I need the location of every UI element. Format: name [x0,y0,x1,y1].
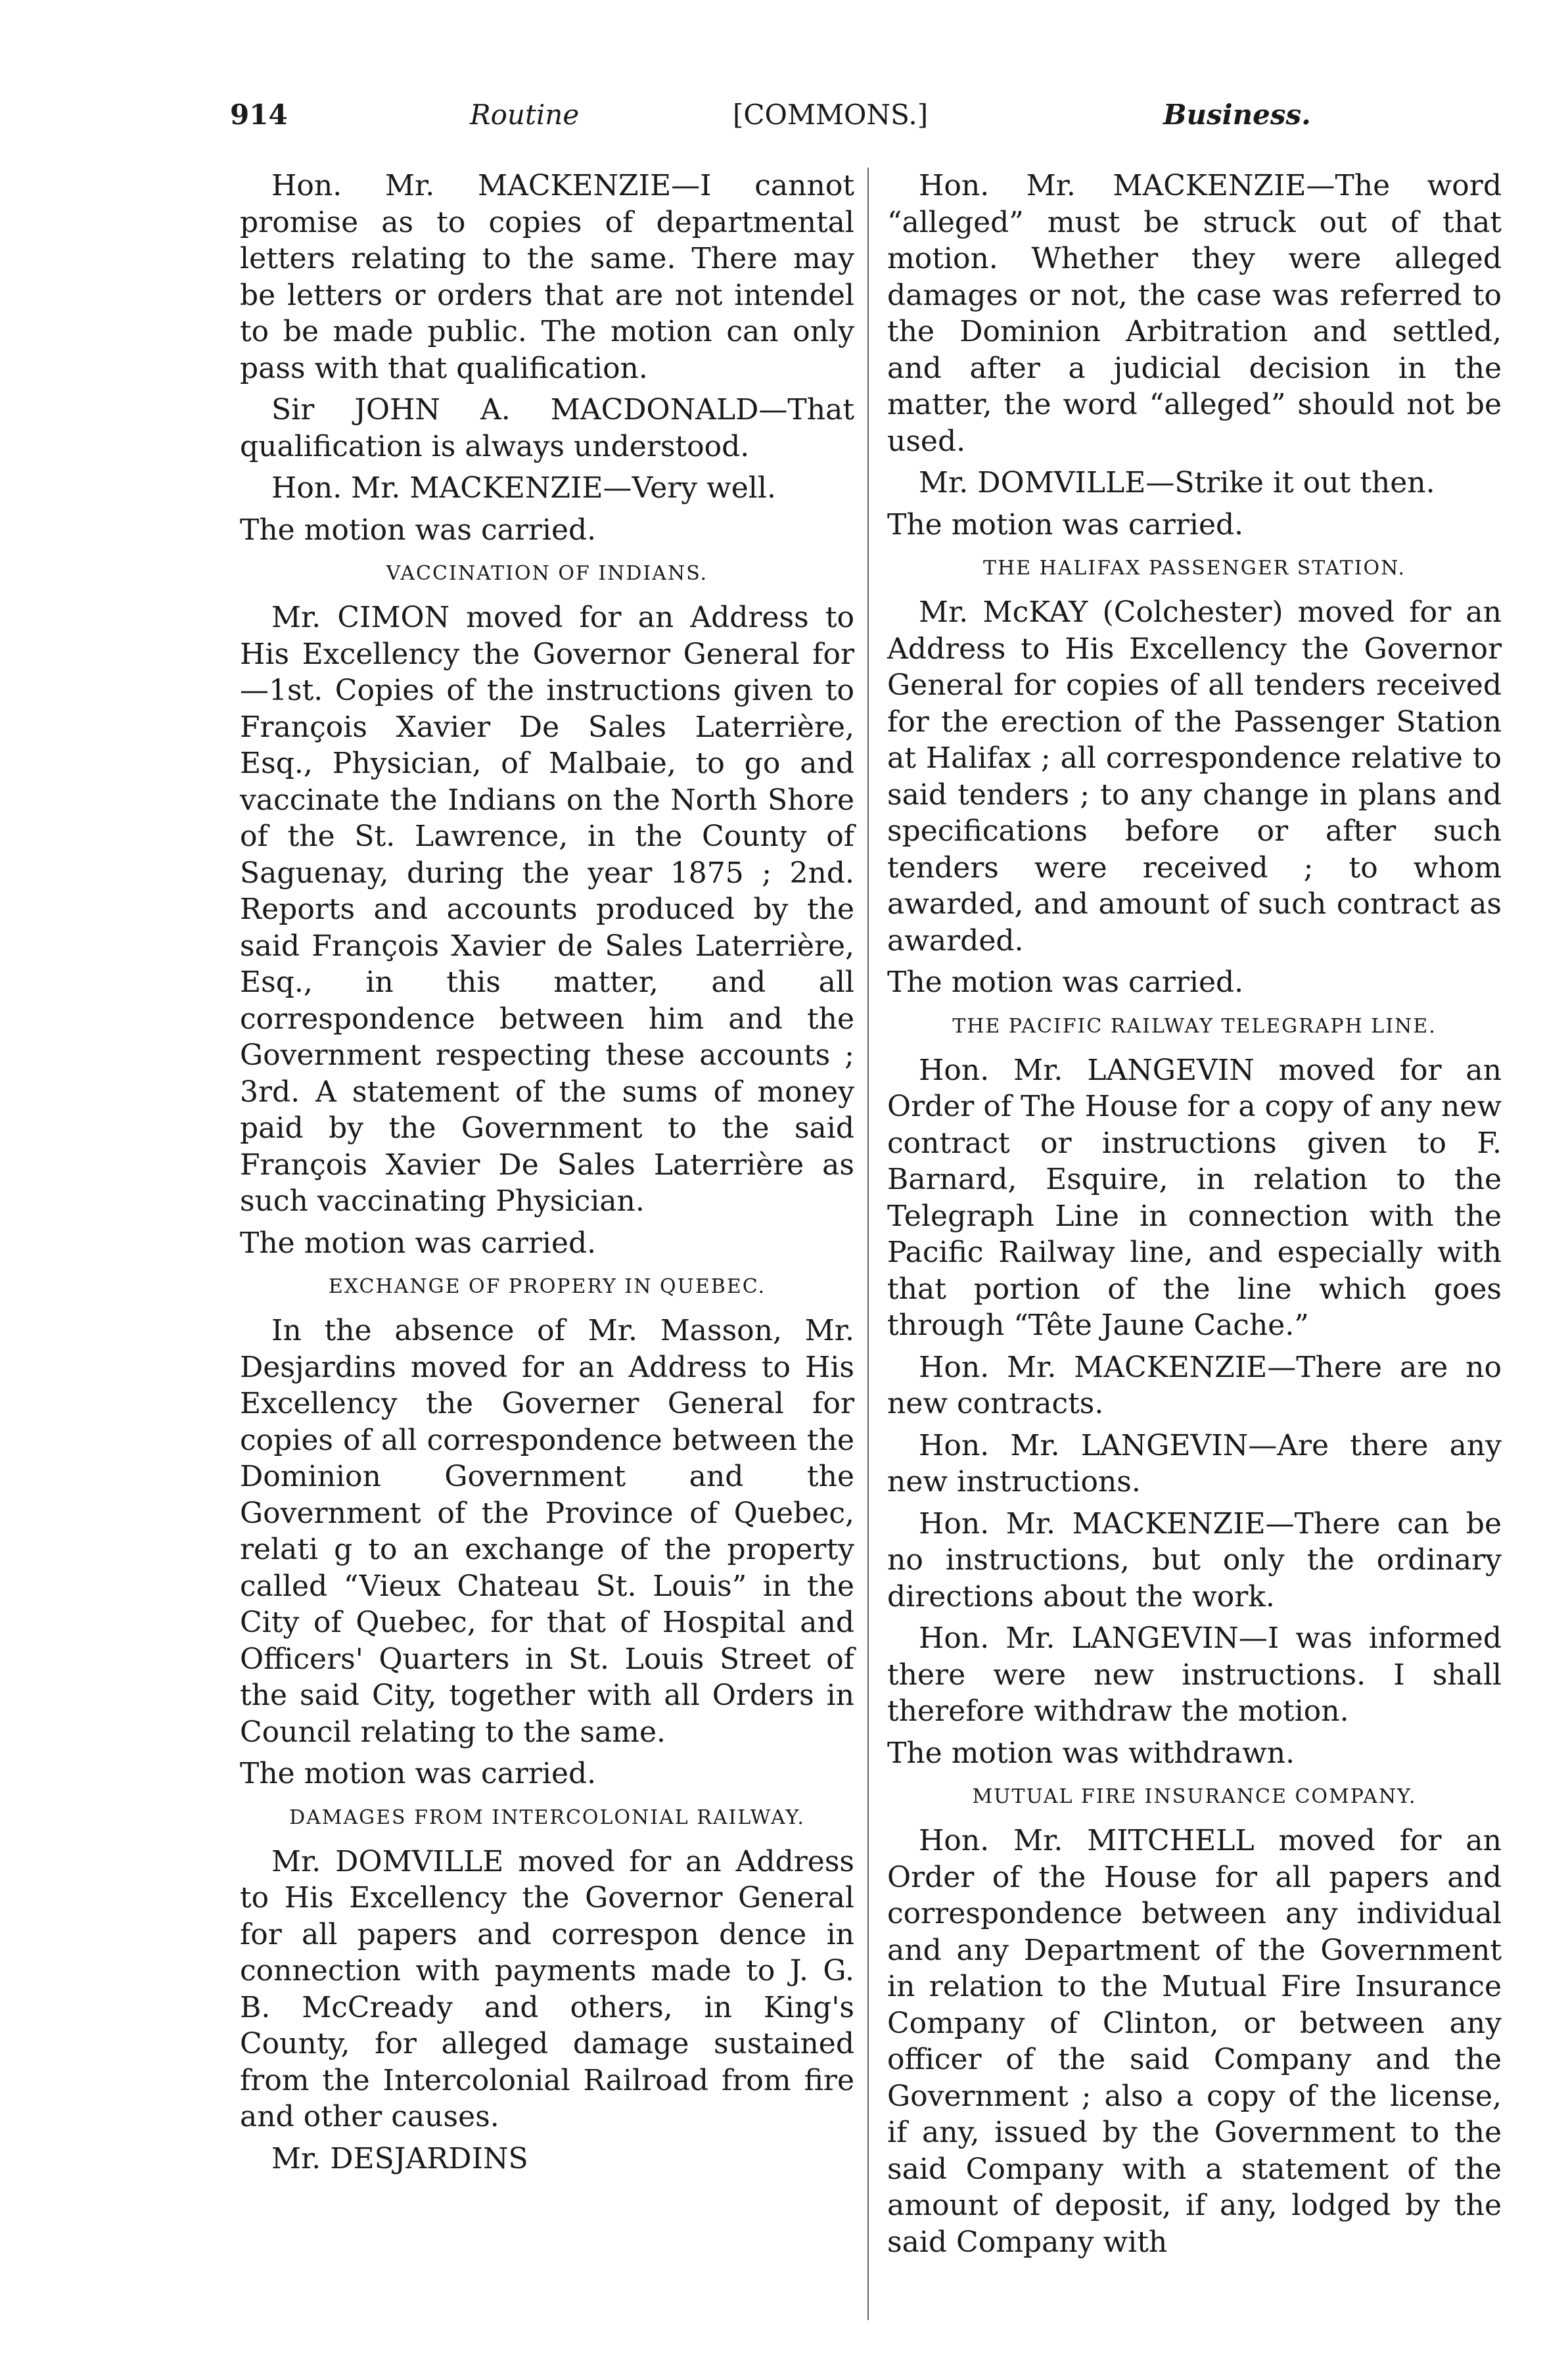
header-left-title: Routine [470,99,580,131]
paragraph: Hon. Mr. LANGEVIN—Are there any new instructions. [887,1428,1502,1499]
paragraph: Hon. Mr. MACKENZIE—There are no new contracts. [887,1350,1502,1420]
motion-result: The motion was withdrawn. [887,1736,1295,1770]
motion-result: The motion was carried. [887,507,1244,542]
paragraph: Hon. Mr. MACKENZIE—I cannot promise as to copies of departmental letters relating to the same. There may be letters or orders that are not intendel to be made public. The motion can only pass with that qualification. [240,169,854,385]
paragraph: Hon. Mr. MACKENZIE—The word “alleged” must be struck out of that motion. Whether they were alleged damages or not, the case was referred to the Dominion Arbitration and settled, and after a judicial decision in the matter, the word “alleged” should not be used. [887,169,1502,458]
paragraph: Sir JOHN A. MACDONALD—That qualification is always understood. [240,393,854,463]
right-column [887,168,1502,2266]
left-column [240,168,854,2182]
section-heading: EXCHANGE OF PROPERY IN QUEBEC. [328,1275,766,1298]
paragraph: Hon. Mr. MACKENZIE—Very well. [271,471,776,505]
paragraph: Mr. DOMVILLE—Strike it out then. [919,466,1435,500]
running-header [0,99,1568,145]
paragraph: Hon. Mr. MACKENZIE—There can be no instructions, but only the ordinary directions about the work. [887,1506,1502,1614]
paragraph: Mr. DOMVILLE moved for an Address to His Excellency the Governor General for all papers and correspon dence in connection with payments made to J. G. B. McCready and others, in King's County, for alleged damage sustained from the Intercolonial Railroad from fire and other causes. [240,1844,854,2133]
continuation-speaker: Mr. DESJARDINS [271,2141,528,2176]
column-divider [867,168,869,2320]
paragraph: Hon. Mr. LANGEVIN—I was informed there were new instructions. I shall therefore withdraw the motion. [887,1621,1502,1728]
header-center-title: [COMMONS.] [733,99,929,131]
paragraph: Hon. Mr. MITCHELL moved for an Order of the House for all papers and correspondence between any individual and any Department of the Government in relation to the Mutual Fire Insurance Company of Clinton, or between any officer of the said Company and the Government ; also a copy of the license, if any, issued by the Government to the said Company with a statement of the amount of deposit, if any, lodged by the said Company with [887,1824,1502,2259]
paragraph: Hon. Mr. LANGEVIN moved for an Order of The House for a copy of any new contract or instructions given to F. Barnard, Esquire, in relation to the Telegraph Line in connection with the Pacific Railway line, and especially with that portion of the line which goes through “Tête Jaune Cache.” [887,1053,1502,1342]
motion-result: The motion was carried. [887,966,1244,999]
section-heading: MUTUAL FIRE INSURANCE COMPANY. [972,1785,1417,1808]
section-heading: VACCINATION OF INDIANS. [386,562,708,585]
motion-result: The motion was carried. [240,1226,597,1260]
header-right-title: Business. [1163,99,1311,131]
paragraph: Mr. McKAY (Colchester) moved for an Address to His Excellency the Governor General for copies of all tenders received for the erection of the Passenger Station at Halifax ; all correspondence relative to said tenders ; to any change in plans and specifications before or after such tenders were received ; to whom awarded, and amount of such contract as awarded. [887,595,1502,958]
paragraph: Mr. CIMON moved for an Address to His Excellency the Governor General for—1st. Copies of the instructions given to François Xavier De Sales Laterrière, Esq., Physician, of Malbaie, to go and vaccinate the Indians on the North Shore of the St. Lawrence, in the County of Saguenay, during the year 1875 ; 2nd. Reports and accounts produced by the said François Xavier de Sales Laterrière, Esq., in this matter, and all correspondence between him and the Government respecting these accounts ; 3rd. A statement of the sums of money paid by the Government to the said François Xavier De Sales Laterrière as such vaccinating Physician. [240,601,854,1218]
paragraph: In the absence of Mr. Masson, Mr. Desjardins moved for an Address to His Excellency the Governer General for copies of all correspondence between the Dominion Government and the Government of the Province of Quebec, relati g to an exchange of the property called “Vieux Chateau St. Louis” in the City of Quebec, for that of Hospital and Officers' Quarters in St. Louis Street of the said City, together with all Orders in Council relating to the same. [240,1314,854,1749]
section-heading: THE PACIFIC RAILWAY TELEGRAPH LINE. [952,1014,1437,1038]
section-heading: THE HALIFAX PASSENGER STATION. [982,557,1406,580]
section-heading: DAMAGES FROM INTERCOLONIAL RAILWAY. [289,1805,805,1829]
page-number: 914 [230,99,288,131]
motion-result: The motion was carried. [240,1757,597,1790]
motion-result: The motion was carried. [240,513,597,547]
